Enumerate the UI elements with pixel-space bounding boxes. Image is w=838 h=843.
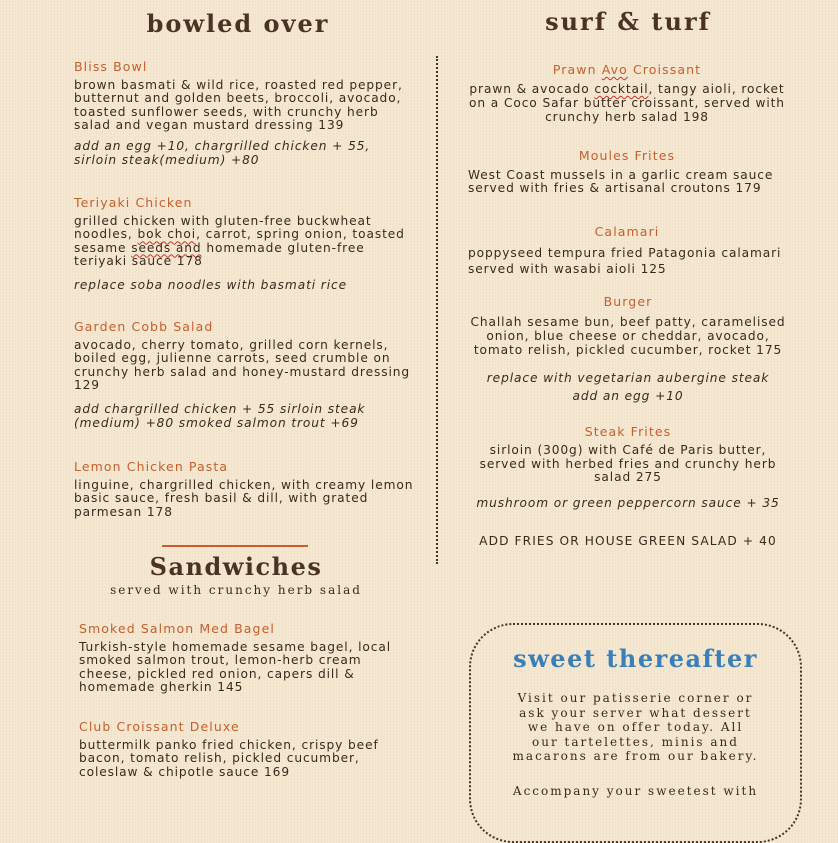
item-description: buttermilk panko fried chicken, crispy beef bacon, tomato relish, pickled cucumber, coleslaw & chipotle sauce 169 [79,738,379,779]
item-name: Bliss Bowl [74,59,148,74]
menu-item-club-croissant [79,719,399,779]
spellcheck-flag: cocktail [594,82,649,96]
item-addons: replace with vegetarian aubergine steak [486,371,770,385]
section-divider-rule [162,545,308,547]
item-addons: replace soba noodles with basmati rice [74,278,347,293]
item-description: grilled chicken with gluten-free buckwheat noodles, bok choi, carrot, spring onion, toasted sesame seeds and homemade gluten-free teriyaki sauce 178 [74,214,405,268]
item-description: avocado, cherry tomato, grilled corn kernels, boiled egg, julienne carrots, seed crumble on crunchy herb salad and honey-mustard dressing 129 [74,338,411,392]
menu-item-moules-frites [468,148,786,196]
item-name: Prawn Avo Croissant [552,62,702,77]
menu-item-steak-frites [472,424,784,511]
item-name: Burger [603,294,653,309]
spellcheck-flag: Avo [601,62,628,77]
menu-item-teriyaki-chicken [74,195,414,293]
item-name: Club Croissant Deluxe [79,719,240,734]
item-name: Calamari [594,224,660,239]
dessert-box [469,623,802,843]
dessert-pairing-note: Accompany your sweetest with [512,783,759,798]
section-title-bowled-over: bowled over [146,9,330,38]
spellcheck-flag: seeds and [131,240,202,255]
item-description: prawn & avocado cocktail, tangy aioli, rocket on a Coco Safar butter croissant, served with crunchy herb salad 198 [469,82,785,124]
item-description: poppyseed tempura fried Patagonia calamari served with wasabi aioli 125 [468,246,782,276]
item-description: sirloin (300g) with Café de Paris butter, served with herbed fries and crunchy herb salad 275 [479,443,777,485]
item-name: Moules Frites [578,148,676,163]
menu-item-smoked-salmon-bagel [79,621,409,694]
item-name: Steak Frites [584,424,672,439]
menu-item-garden-cobb-salad [74,319,414,431]
section-title-sandwiches: Sandwiches [149,552,323,581]
menu-item-bliss-bowl [74,59,414,168]
section-subtitle: served with crunchy herb salad [110,583,362,597]
item-addons: mushroom or green peppercorn sauce + 35 [476,495,780,510]
item-name: Lemon Chicken Pasta [74,459,229,474]
menu-item-burger [470,294,786,404]
side-addon-note: ADD FRIES OR HOUSE GREEN SALAD + 40 [479,534,777,548]
menu-item-calamari [468,224,786,277]
item-name: Teriyaki Chicken [74,195,193,210]
item-name: Garden Cobb Salad [74,319,214,334]
item-description: Challah sesame bun, beef patty, caramelised onion, blue cheese or cheddar, avocado, tomato relish, pickled cucumber, rocket 175 [470,315,786,357]
spellcheck-flag: bok choi [137,227,197,242]
menu-item-lemon-chicken-pasta [74,459,414,519]
item-description: Turkish-style homemade sesame bagel, local smoked salmon trout, lemon-herb cream cheese, pickled red onion, capers dill & homemade gherkin 145 [79,640,392,694]
item-description: West Coast mussels in a garlic cream sauce served with fries & artisanal croutons 179 [468,168,774,196]
item-name: Smoked Salmon Med Bagel [79,621,275,636]
dessert-description: Visit our patisserie corner or ask your server what dessert we have on offer today. All our tartelettes, minis and macarons are from our bakery. [512,691,759,763]
item-description: linguine, chargrilled chicken, with creamy lemon basic sauce, fresh basil & dill, with grated parmesan 178 [74,478,414,519]
item-description: brown basmati & wild rice, roasted red pepper, butternut and golden beets, broccoli, avocado, toasted sunflower seeds, with crunchy herb salad and vegan mustard dressing 139 [74,78,403,132]
item-addons: add an egg +10 [572,388,684,403]
section-title-surf-turf: surf & turf [545,7,711,36]
item-addons: add an egg +10, chargrilled chicken + 55, sirloin steak(medium) +80 [74,139,371,167]
column-divider [436,56,438,564]
section-title-sweet-thereafter: sweet thereafter [513,644,758,673]
item-addons: add chargrilled chicken + 55 sirloin steak (medium) +80 smoked salmon trout +69 [74,402,366,430]
menu-item-prawn-avo-croissant [466,62,788,124]
